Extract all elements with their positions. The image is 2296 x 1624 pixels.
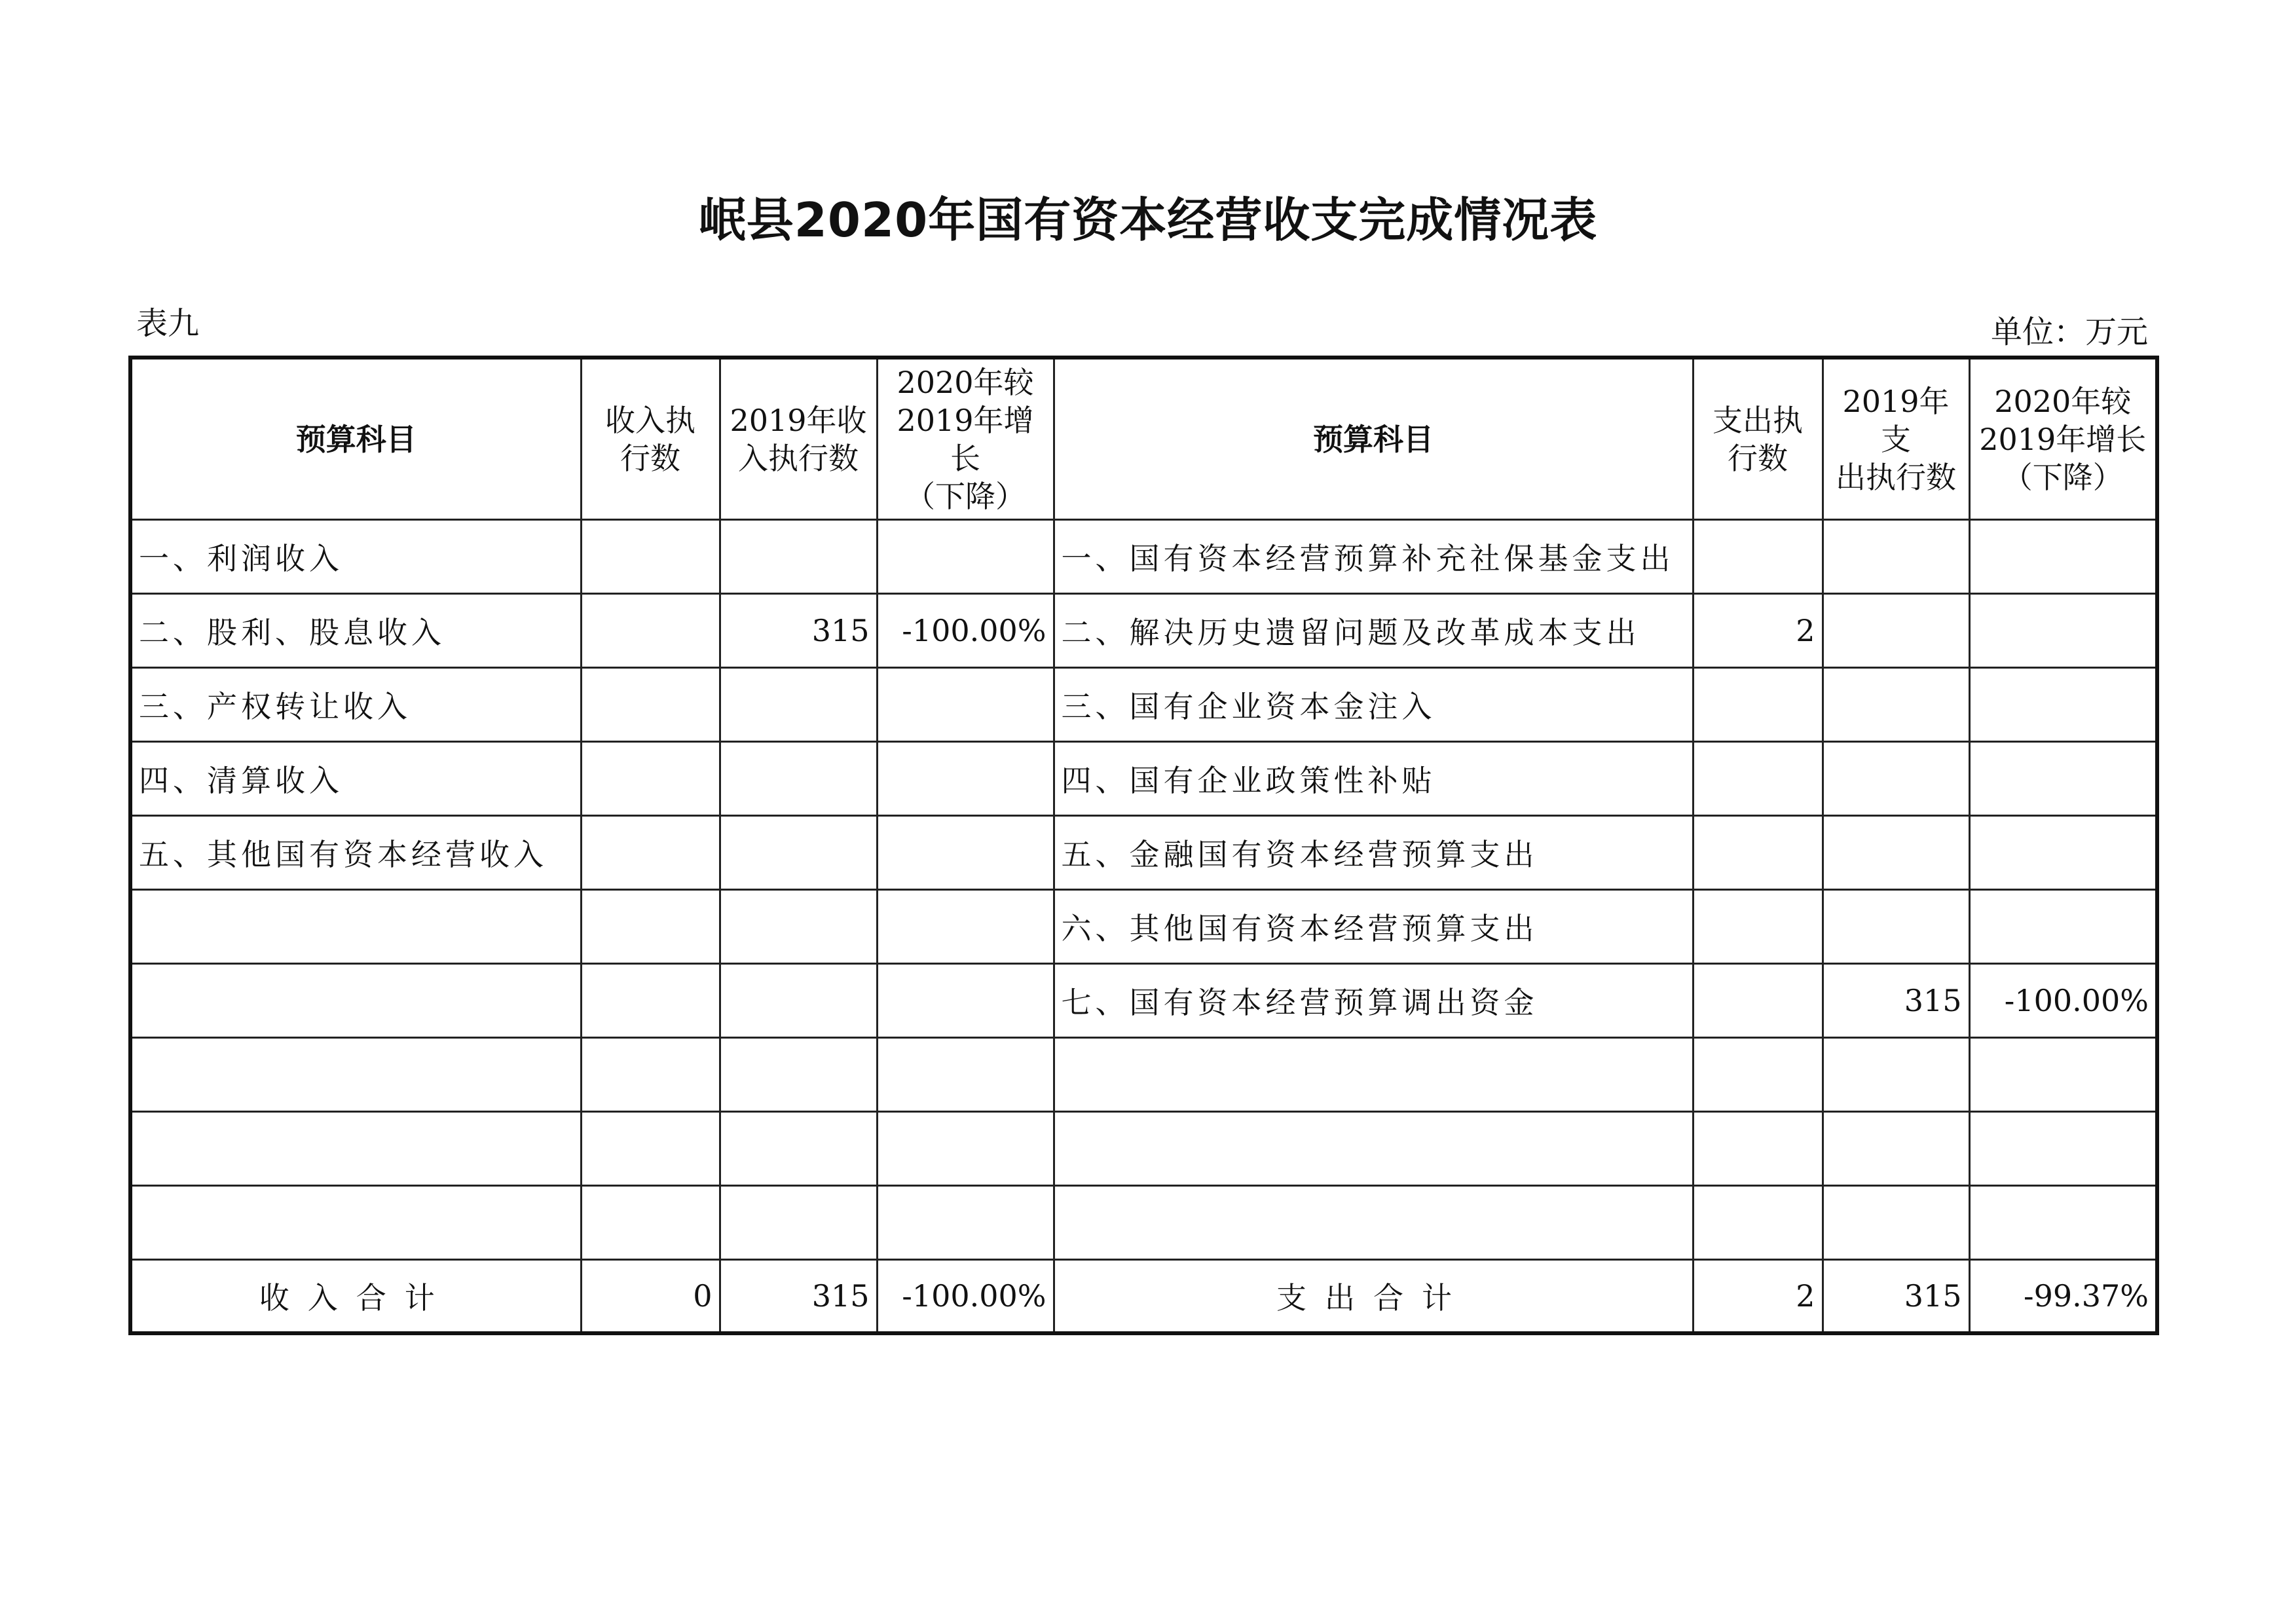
header-income-exec: [581, 358, 720, 520]
expense-item: [1054, 1038, 1693, 1112]
income-exec-cell: [581, 816, 720, 890]
expense-2019-cell: 315: [1823, 964, 1969, 1038]
income-2019-cell: [720, 742, 877, 816]
header-line: 2020年较: [897, 364, 1034, 400]
income-2019-cell: [720, 890, 877, 964]
expense-item: 一、国有资本经营预算补充社保基金支出: [1054, 520, 1693, 594]
table-row: [130, 1112, 2157, 1186]
expense-item: 五、金融国有资本经营预算支出: [1054, 816, 1693, 890]
expense-exec-cell: [1693, 1112, 1823, 1186]
income-total-growth: -100.00%: [877, 1260, 1054, 1334]
expense-growth-cell: [1969, 668, 2157, 742]
header-line: 收入执: [605, 402, 695, 438]
income-item: 二、股利、股息收入: [130, 594, 581, 668]
expense-exec-cell: [1693, 890, 1823, 964]
expense-growth-cell: [1969, 816, 2157, 890]
header-line: 支出执: [1713, 402, 1803, 438]
unit-label: 单位：万元: [1990, 314, 2148, 350]
expense-2019-cell: [1823, 890, 1969, 964]
header-line: 2020年较: [1994, 383, 2132, 419]
header-expense-growth: [1969, 358, 2157, 520]
expense-growth-cell: [1969, 1112, 2157, 1186]
income-exec-cell: [581, 520, 720, 594]
income-growth-cell: -100.00%: [877, 594, 1054, 668]
header-line: 行数: [620, 440, 680, 476]
income-2019-cell: [720, 1038, 877, 1112]
header-income-growth: [877, 358, 1054, 520]
income-growth-cell: [877, 742, 1054, 816]
income-2019-cell: 315: [720, 594, 877, 668]
income-growth-cell: [877, 668, 1054, 742]
income-growth-cell: [877, 520, 1054, 594]
income-2019-cell: [720, 668, 877, 742]
income-item: [130, 1186, 581, 1260]
header-line: 出执行数: [1836, 459, 1956, 495]
table-row: [130, 890, 2157, 964]
table-row: [130, 520, 2157, 594]
expense-exec-cell: [1693, 520, 1823, 594]
expense-exec-cell: [1693, 964, 1823, 1038]
header-expense-subject: 预算科目: [1054, 358, 1693, 520]
table-row: [130, 594, 2157, 668]
income-exec-cell: [581, 1186, 720, 1260]
income-exec-cell: [581, 1112, 720, 1186]
expense-2019-cell: [1823, 742, 1969, 816]
expense-growth-cell: [1969, 890, 2157, 964]
expense-total-exec: 2: [1693, 1260, 1823, 1334]
expense-item: [1054, 1112, 1693, 1186]
expense-exec-cell: [1693, 742, 1823, 816]
income-growth-cell: [877, 890, 1054, 964]
header-line: （下降）: [905, 478, 1026, 514]
income-exec-cell: [581, 890, 720, 964]
income-item: 四、清算收入: [130, 742, 581, 816]
income-exec-cell: [581, 668, 720, 742]
table-row: [130, 1038, 2157, 1112]
table-row: [130, 816, 2157, 890]
expense-exec-cell: [1693, 668, 1823, 742]
income-2019-cell: [720, 816, 877, 890]
income-item: 五、其他国有资本经营收入: [130, 816, 581, 890]
total-row: [130, 1260, 2157, 1334]
expense-growth-cell: [1969, 1186, 2157, 1260]
income-item: [130, 964, 581, 1038]
expense-exec-cell: [1693, 1186, 1823, 1260]
expense-item: 三、国有企业资本金注入: [1054, 668, 1693, 742]
expense-total-2019: 315: [1823, 1260, 1969, 1334]
income-exec-cell: [581, 742, 720, 816]
expense-total-growth: -99.37%: [1969, 1260, 2157, 1334]
income-exec-cell: [581, 594, 720, 668]
expense-2019-cell: [1823, 1112, 1969, 1186]
income-item: [130, 1038, 581, 1112]
header-line: 2019年增长: [1979, 421, 2147, 457]
table-row: [130, 964, 2157, 1038]
expense-growth-cell: [1969, 520, 2157, 594]
income-total-label: 收入合计: [130, 1260, 581, 1334]
income-2019-cell: [720, 1112, 877, 1186]
expense-exec-cell: [1693, 816, 1823, 890]
header-line: 2019年收: [730, 402, 867, 438]
header-income-subject: 预算科目: [130, 358, 581, 520]
table-row: [130, 1186, 2157, 1260]
expense-growth-cell: [1969, 742, 2157, 816]
table-number: 表九: [136, 305, 200, 342]
header-expense-exec: [1693, 358, 1823, 520]
expense-2019-cell: [1823, 816, 1969, 890]
expense-exec-cell: [1693, 1038, 1823, 1112]
header-line: 2019年支: [1842, 383, 1950, 457]
income-item: [130, 890, 581, 964]
header-row: [130, 358, 2157, 520]
income-2019-cell: [720, 520, 877, 594]
expense-2019-cell: [1823, 520, 1969, 594]
income-total-2019: 315: [720, 1260, 877, 1334]
expense-item: 七、国有资本经营预算调出资金: [1054, 964, 1693, 1038]
expense-growth-cell: [1969, 594, 2157, 668]
income-2019-cell: [720, 964, 877, 1038]
table-row: [130, 742, 2157, 816]
page-title: 岷县2020年国有资本经营收支完成情况表: [698, 193, 1598, 248]
expense-item: [1054, 1186, 1693, 1260]
income-growth-cell: [877, 1186, 1054, 1260]
income-growth-cell: [877, 964, 1054, 1038]
income-item: [130, 1112, 581, 1186]
income-total-exec: 0: [581, 1260, 720, 1334]
income-growth-cell: [877, 1038, 1054, 1112]
revenue-expenditure-table: [128, 356, 2159, 1335]
header-line: 2019年增长: [897, 402, 1034, 476]
header-line: （下降）: [2002, 459, 2123, 495]
expense-2019-cell: [1823, 1038, 1969, 1112]
expense-item: 六、其他国有资本经营预算支出: [1054, 890, 1693, 964]
income-item: 一、利润收入: [130, 520, 581, 594]
expense-exec-cell: 2: [1693, 594, 1823, 668]
expense-item: 二、解决历史遗留问题及改革成本支出: [1054, 594, 1693, 668]
income-item: 三、产权转让收入: [130, 668, 581, 742]
expense-2019-cell: [1823, 1186, 1969, 1260]
income-2019-cell: [720, 1186, 877, 1260]
income-exec-cell: [581, 964, 720, 1038]
expense-item: 四、国有企业政策性补贴: [1054, 742, 1693, 816]
header-line: 行数: [1728, 440, 1788, 476]
income-growth-cell: [877, 816, 1054, 890]
table-row: [130, 668, 2157, 742]
expense-2019-cell: [1823, 594, 1969, 668]
expense-total-label: 支出合计: [1054, 1260, 1693, 1334]
expense-growth-cell: -100.00%: [1969, 964, 2157, 1038]
expense-growth-cell: [1969, 1038, 2157, 1112]
expense-2019-cell: [1823, 668, 1969, 742]
income-exec-cell: [581, 1038, 720, 1112]
header-line: 入执行数: [738, 440, 859, 476]
header-expense-2019: [1823, 358, 1969, 520]
header-income-2019: [720, 358, 877, 520]
income-growth-cell: [877, 1112, 1054, 1186]
